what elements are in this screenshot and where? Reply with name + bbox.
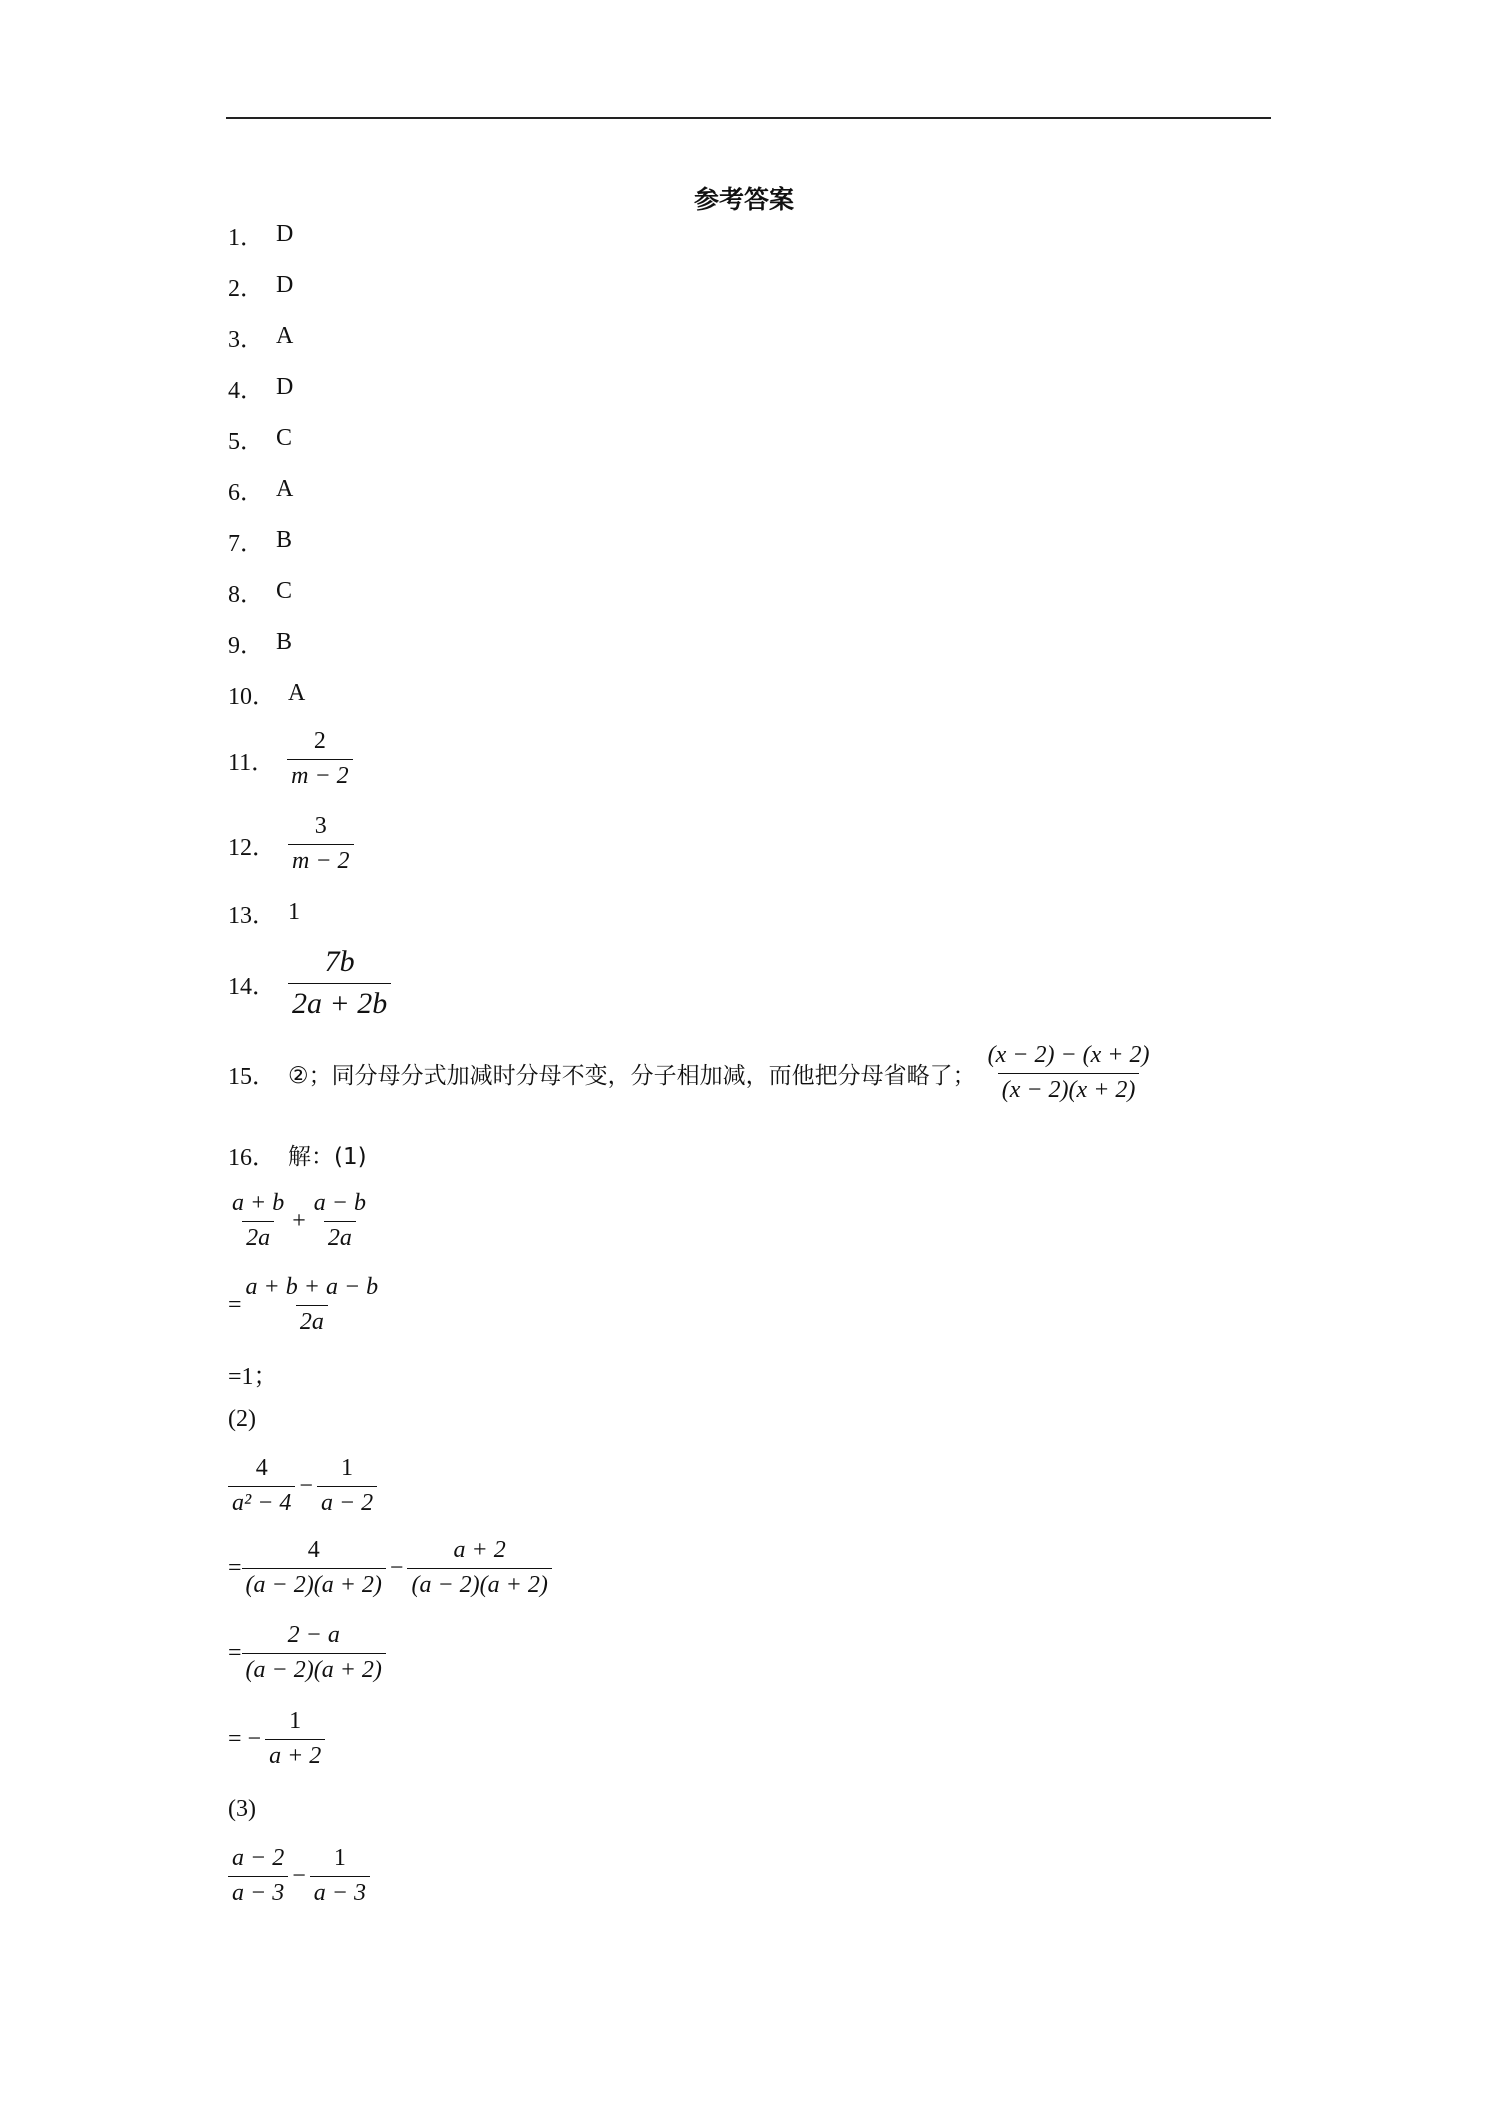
expr-16-2-step3: = − $\frac{1}{a + 2}$ — [228, 1708, 325, 1770]
answer-3: 3． A — [228, 323, 294, 353]
answer-13: 13． 1 — [228, 899, 300, 929]
label-16-3: (3) — [228, 1796, 256, 1822]
answer-7: 7． B — [228, 527, 293, 557]
fraction: $\frac{7b}{2a + 2b}$ — [288, 945, 391, 1021]
answer-1: 1． D — [228, 221, 294, 251]
expr-16-2-step1: = $\frac{4}{(a - 2)(a + 2)}$ − $\frac{a + 2}{(a - 2)(a + 2)}$ — [228, 1537, 552, 1599]
expr-16-1-step1: = $\frac{a + b + a - b}{2a}$ — [228, 1274, 379, 1335]
answer-9: 9． B — [228, 629, 293, 659]
answer-16-intro: 16． 解：(1) — [228, 1144, 367, 1171]
answer-4: 4． D — [228, 374, 294, 404]
expr-16-2-given: $\frac{4}{\text{a² − 4}}$ − $\frac{1}{a - 2}$ — [228, 1455, 377, 1517]
fraction: $\frac{2}{m - 2}$ — [287, 728, 353, 790]
header-rule — [226, 117, 1271, 119]
label-16-2: (2) — [228, 1406, 256, 1432]
answer-14: 14． $\frac{7b}{2a + 2b}$ — [228, 945, 391, 1021]
answer-2: 2． D — [228, 272, 294, 302]
fraction: $\frac{(x - 2) - (x + 2)}{(x - 2)(x + 2)}$ — [987, 1042, 1150, 1103]
answer-12: 12． $\frac{3}{m - 2}$ — [228, 813, 354, 875]
expr-16-2-step2: = $\frac{2 - a}{(a - 2)(a + 2)}$ — [228, 1622, 386, 1684]
expr-16-3-given: $\frac{a - 2}{a - 3}$ − $\frac{1}{a - 3}$ — [228, 1845, 370, 1907]
answer-8: 8． C — [228, 578, 293, 608]
fraction: $\frac{3}{m - 2}$ — [288, 813, 354, 875]
answer-6: 6． A — [228, 476, 294, 506]
expr-16-1-given: $\frac{a + b}{2a}$ + $\frac{a - b}{2a}$ — [232, 1190, 366, 1251]
expr-16-1-result: =1； — [228, 1364, 278, 1390]
answer-11: 11． $\frac{2}{m - 2}$ — [228, 728, 353, 790]
answer-5: 5． C — [228, 425, 293, 455]
answer-15: 15． ②；同分母分式加减时分母不变，分子相加减，而他把分母省略了； $\frac{(x - 2) - (x + 2)}{(x - 2)(x + 2)}$ — [228, 1042, 1153, 1104]
page-title: 参考答案 — [693, 185, 794, 214]
answer-10: 10． A — [228, 680, 306, 710]
